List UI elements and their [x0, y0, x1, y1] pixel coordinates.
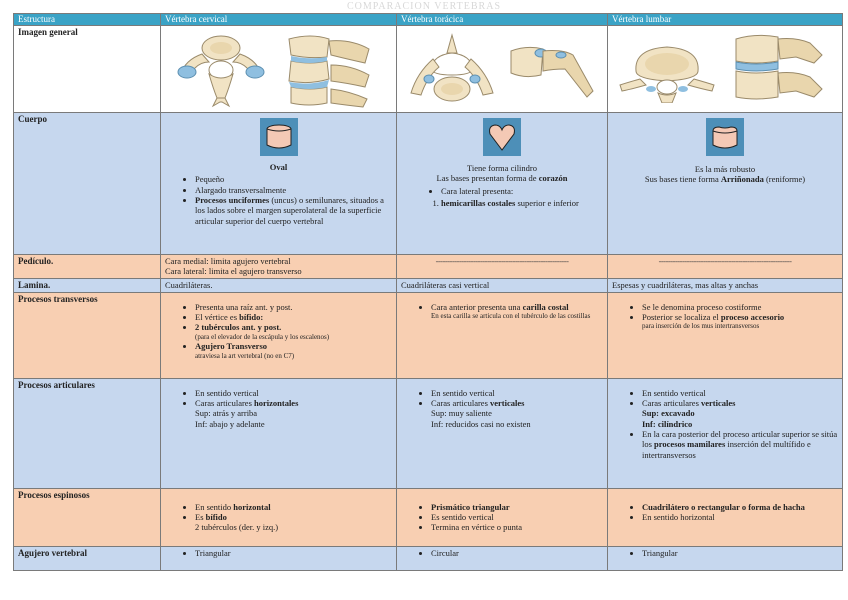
list-item: • Cara lateral presenta: — [441, 186, 603, 196]
list-item: 1. hemicarillas costales superior e inferior — [441, 198, 603, 208]
row-label: Pedículo. — [14, 255, 161, 279]
cell-espinosos-toracica — [397, 488, 608, 546]
list-item: • Alargado transversalmente — [195, 185, 392, 195]
lumbar-vertebra-lateral-illustration — [730, 29, 826, 109]
uncif-bold: Procesos unciformes — [195, 195, 270, 206]
row-agujero-vertebral — [14, 546, 843, 570]
cell-pediculo-toracica: --------------------------------------------------------- — [397, 255, 608, 279]
cuerpo-toracica-line1: Tiene forma cilindro — [466, 163, 538, 173]
cell-transversos-lumbar — [608, 292, 843, 378]
row-procesos-transversos — [14, 292, 843, 378]
row-label: Imagen general — [14, 26, 161, 113]
row-pediculo — [14, 255, 843, 279]
list-item: • Cara anterior presenta una carilla costal En esta carilla se articula con el tubérculo de las costillas — [431, 302, 603, 321]
row-label: Procesos articulares — [14, 378, 161, 488]
cell-espinosos-cervical — [161, 488, 397, 546]
cell-toracica-image — [397, 26, 608, 113]
header-lumbar: Vértebra lumbar — [608, 14, 843, 26]
cell-cuerpo-toracica — [397, 113, 608, 255]
row-label: Cuerpo — [14, 113, 161, 255]
cell-cuerpo-cervical — [161, 113, 397, 255]
cuerpo-lumbar-line2: Sus bases tiene forma Arriñonada (reniforme) — [644, 174, 806, 185]
list-item: • En sentido vertical — [195, 388, 392, 398]
cuerpo-cervical-title: Oval — [269, 162, 288, 172]
thoracic-vertebra-lateral-illustration — [507, 41, 599, 101]
header-estructura: Estructura — [14, 14, 161, 26]
cell-transversos-toracica — [397, 292, 608, 378]
list-item: • El vértice es bífido: — [195, 312, 392, 322]
cervical-vertebra-top-illustration — [173, 30, 269, 108]
list-item: • Es sentido vertical — [431, 512, 603, 522]
cell-agujero-lumbar — [608, 546, 843, 570]
row-label: Procesos transversos — [14, 292, 161, 378]
lumbar-vertebra-top-illustration — [618, 35, 716, 103]
list-item: • Caras articulares verticales Sup: muy saliente Inf: reducidos casi no existen — [431, 398, 603, 429]
list-item: • En sentido vertical — [642, 388, 838, 398]
list-item: • Posterior se localiza el proceso accesorio para inserción de los mus intertransversos — [642, 312, 838, 331]
list-item: • Triangular — [642, 548, 838, 558]
row-lamina — [14, 278, 843, 292]
kidney-body-icon — [706, 118, 744, 156]
header-cervical: Vértebra cervical — [161, 14, 397, 26]
vertebra-comparison-table — [13, 13, 843, 571]
row-label: Procesos espinosos — [14, 488, 161, 546]
row-imagen-general — [14, 26, 843, 113]
list-item: • En sentido vertical — [431, 388, 603, 398]
cell-espinosos-lumbar — [608, 488, 843, 546]
uncif-rest: (uncus) o semilunares, situados a los lados sobre el margen superolateral de la superficie articular superior del cuerpo vertebral — [195, 195, 384, 226]
table-header-row — [14, 14, 843, 26]
list-item: • Prismático triangular — [431, 502, 603, 512]
cell-articulares-toracica — [397, 378, 608, 488]
heart-body-icon — [483, 118, 521, 156]
cell-cervical-image — [161, 26, 397, 113]
list-item: • Cuadrilátero o rectangular o forma de hacha — [642, 502, 838, 512]
list-item: • En sentido horizontal — [195, 502, 392, 512]
list-item: • Agujero Transverso atraviesa la art vertebral (no en C7) — [195, 341, 392, 360]
row-procesos-articulares — [14, 378, 843, 488]
cell-lamina-toracica: Cuadriláteras casi vertical — [397, 278, 608, 292]
cell-articulares-cervical — [161, 378, 397, 488]
cell-transversos-cervical — [161, 292, 397, 378]
header-toracica: Vértebra torácica — [397, 14, 608, 26]
row-label: Lamina. — [14, 278, 161, 292]
pediculo-line: Cara lateral: limita el agujero transverso — [165, 266, 302, 277]
cell-cuerpo-lumbar — [608, 113, 843, 255]
cell-lumbar-image — [608, 26, 843, 113]
list-item: • Circular — [431, 548, 603, 558]
list-item: • Termina en vértice o punta — [431, 522, 603, 532]
list-item: • Caras articulares horizontales Sup: atrás y arriba Inf: abajo y adelante — [195, 398, 392, 429]
cell-lamina-cervical: Cuadriláteras. — [161, 278, 397, 292]
cell-pediculo-cervical — [161, 255, 397, 279]
cervical-vertebra-lateral-illustration — [281, 29, 377, 109]
list-item: • En la cara posterior del proceso articular superior se sitúa los procesos mamilares inserción del multífido e intertransversos — [642, 429, 838, 460]
list-item: • Es bífido 2 tubérculos (der. y izq.) — [195, 512, 392, 533]
cell-lamina-lumbar: Espesas y cuadriláteras, mas altas y anchas — [608, 278, 843, 292]
list-item: • Pequeño — [195, 174, 392, 184]
oval-body-icon — [260, 118, 298, 156]
cell-agujero-toracica — [397, 546, 608, 570]
row-label: Agujero vertebral — [14, 546, 161, 570]
thoracic-vertebra-top-illustration — [407, 33, 497, 103]
list-item: • Se le denomina proceso costiforme — [642, 302, 838, 312]
pediculo-line: Cara medial: limita agujero vertebral — [165, 256, 291, 266]
list-item — [195, 195, 392, 226]
list-item: • Triangular — [195, 548, 392, 558]
cuerpo-toracica-line2: Las bases presentan forma de corazón — [436, 173, 568, 184]
row-cuerpo — [14, 113, 843, 255]
cell-agujero-cervical — [161, 546, 397, 570]
list-item: • Presenta una raíz ant. y post. — [195, 302, 392, 312]
cuerpo-lumbar-line1: Es la más robusto — [694, 164, 756, 174]
list-item: • 2 tubérculos ant. y post. (para el elevador de la escápula y los escalenos) — [195, 322, 392, 341]
row-procesos-espinosos — [14, 488, 843, 546]
cell-articulares-lumbar — [608, 378, 843, 488]
list-item: • Caras articulares verticales Sup: excavado Inf: cilíndrico — [642, 398, 838, 429]
cell-pediculo-lumbar: --------------------------------------------------------- — [608, 255, 843, 279]
page-title: COMPARACION VERTEBRAS — [346, 1, 502, 12]
list-item: • En sentido horizontal — [642, 512, 838, 522]
